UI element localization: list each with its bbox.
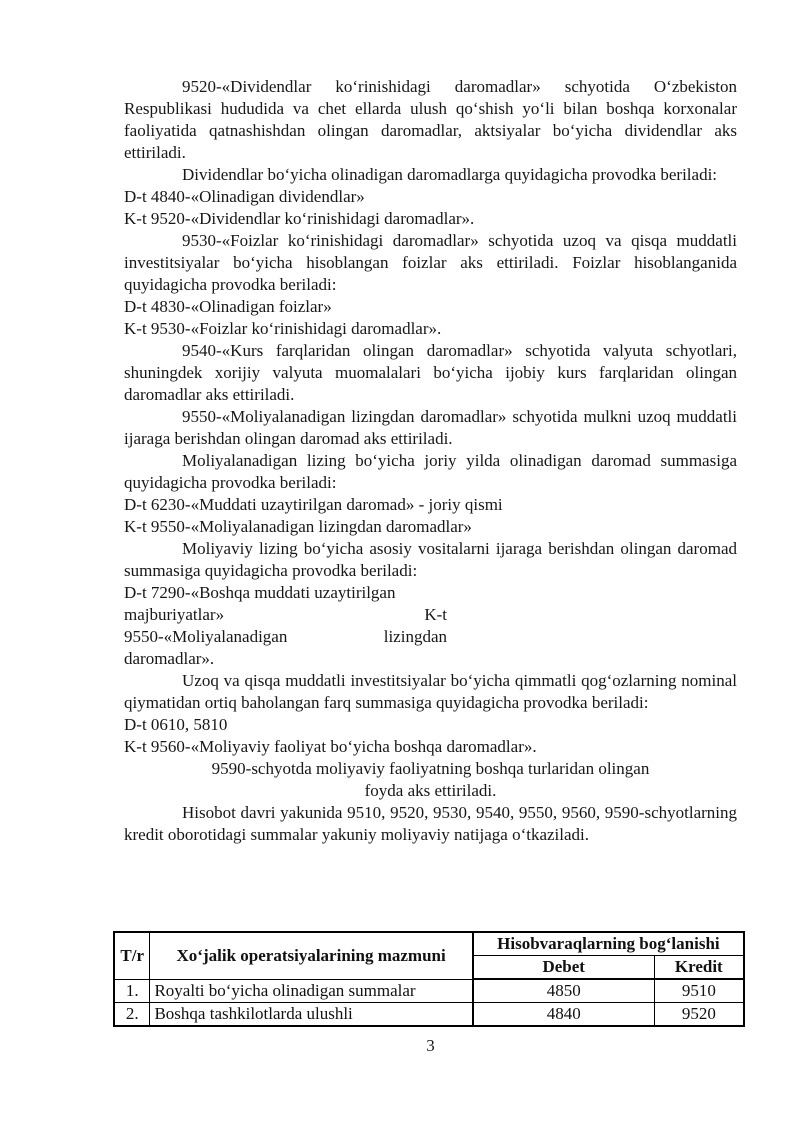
operation-text-cell: Royalti bo‘yicha olinadigan summalar [150,979,473,1003]
paragraph-reporting-period: Hisobot davri yakunida 9510, 9520, 9530, 9540, 9550, 9560, 9590-schyotlarning kredit oborotidagi summalar yakuniy moliyaviy natijaga o‘tkaziladi. [124,803,737,844]
row-number-cell: 2. [114,1003,150,1027]
row-number-cell: 1. [114,979,150,1003]
header-cell-mazmun: Xo‘jalik operatsiyalarining mazmuni [150,932,473,979]
header-cell-tr: T/r [114,932,150,979]
operation-text-cell: Boshqa tashkilotlarda ulushli [150,1003,473,1027]
debet-cell: 4850 [473,979,654,1003]
entry-7290-line2-left: majburiyatlar» [124,605,225,624]
paragraph-9590-line2: foyda aks ettiriladi. [364,781,497,800]
entry-line-dt-0610: D-t 0610, 5810 [124,715,228,734]
entry-line-dt-4840: D-t 4840-«Olinadigan dividendlar» [124,187,365,206]
paragraph-dividend-provodka: Dividendlar bo‘yicha olinadigan daromadlarga quyidagicha provodka beriladi: [182,165,718,184]
paragraph-leasing-current-year: Moliyalanadigan lizing bo‘yicha joriy yilda olinadigan daromad summasiga quyidagicha provodka beriladi: [124,451,737,492]
table-row [114,979,744,1003]
entry-7290-line1: D-t 7290-«Boshqa muddati uzaytirilgan [124,583,396,602]
paragraph-9530-interest: 9530-«Foizlar ko‘rinishidagi daromadlar» schyotida uzoq va qisqa muddatli investitsiyalar bo‘yicha hisoblangan foizlar aks ettiriladi. Foizlar hisoblanganida quyidagicha provodka beriladi: [124,231,737,294]
debet-cell: 4840 [473,1003,654,1027]
entry-line-kt-9550: K-t 9550-«Moliyalanadigan lizingdan daromadlar» [124,517,472,536]
document-content [124,76,737,846]
paragraph-securities-premium: Uzoq va qisqa muddatli investitsiyalar bo‘yicha qimmatli qog‘ozlarning nominal qiymatidan ortiq baholangan farq summasiga quyidagicha provodka beriladi: [124,671,737,712]
entry-line-dt-4830: D-t 4830-«Olinadigan foizlar» [124,297,332,316]
entry-7290-line2-right: K-t [424,605,447,624]
paragraph-9590-centered [124,758,737,802]
kredit-cell: 9520 [654,1003,744,1027]
paragraph-9540-exchange: 9540-«Kurs farqlaridan olingan daromadlar» schyotida valyuta schyotlari, shuningdek xorijiy valyuta muomalalari bo‘yicha ijobiy kurs farqlaridan olingan daromadlar aks ettiriladi. [124,341,737,404]
entry-block-7290 [124,582,447,670]
paragraph-9550-leasing: 9550-«Moliyalanadigan lizingdan daromadlar» schyotida mulkni uzoq muddatli ijaraga berishdan olingan daromad aks ettiriladi. [124,407,737,448]
table-header-row-1 [114,932,744,956]
entry-7290-line2 [124,604,447,626]
header-cell-accounts-group: Hisobvaraqlarning bog‘lanishi [473,932,744,956]
entry-line-kt-9520: K-t 9520-«Dividendlar ko‘rinishidagi daromadlar». [124,209,475,228]
header-cell-kredit: Kredit [654,956,744,980]
header-cell-debet: Debet [473,956,654,980]
entry-line-dt-6230: D-t 6230-«Muddati uzaytirilgan daromad» - joriy qismi [124,495,503,514]
paragraph-9520-dividends: 9520-«Dividendlar ko‘rinishidagi daromadlar» schyotida O‘zbekiston Respublikasi hududida va chet ellarda ulush qo‘shish yo‘li bilan boshqa korxonalar faoliyatida qatnashishdan olingan daromadlar, aktsiyalar bo‘yicha dividendlar aks ettiriladi. [124,77,737,162]
paragraph-financial-leasing: Moliyaviy lizing bo‘yicha asosiy vositalarni ijaraga berishdan olingan daromad summasiga quyidagicha provodka beriladi: [124,539,737,580]
page-number: 3 [426,1036,435,1055]
table-row [114,1003,744,1027]
entry-7290-line3-left: 9550-«Moliyalanadigan [124,627,288,646]
entry-7290-line4: daromadlar». [124,649,215,668]
entry-7290-line3-right: lizingdan [383,627,447,646]
operations-table [113,931,745,1027]
entry-line-kt-9530: K-t 9530-«Foizlar ko‘rinishidagi daromadlar». [124,319,442,338]
kredit-cell: 9510 [654,979,744,1003]
entry-line-kt-9560: K-t 9560-«Moliyaviy faoliyat bo‘yicha boshqa daromadlar». [124,737,537,756]
paragraph-9590-line1: 9590-schyotda moliyaviy faoliyatning boshqa turlaridan olingan [211,759,650,778]
entry-7290-line3 [124,626,447,648]
